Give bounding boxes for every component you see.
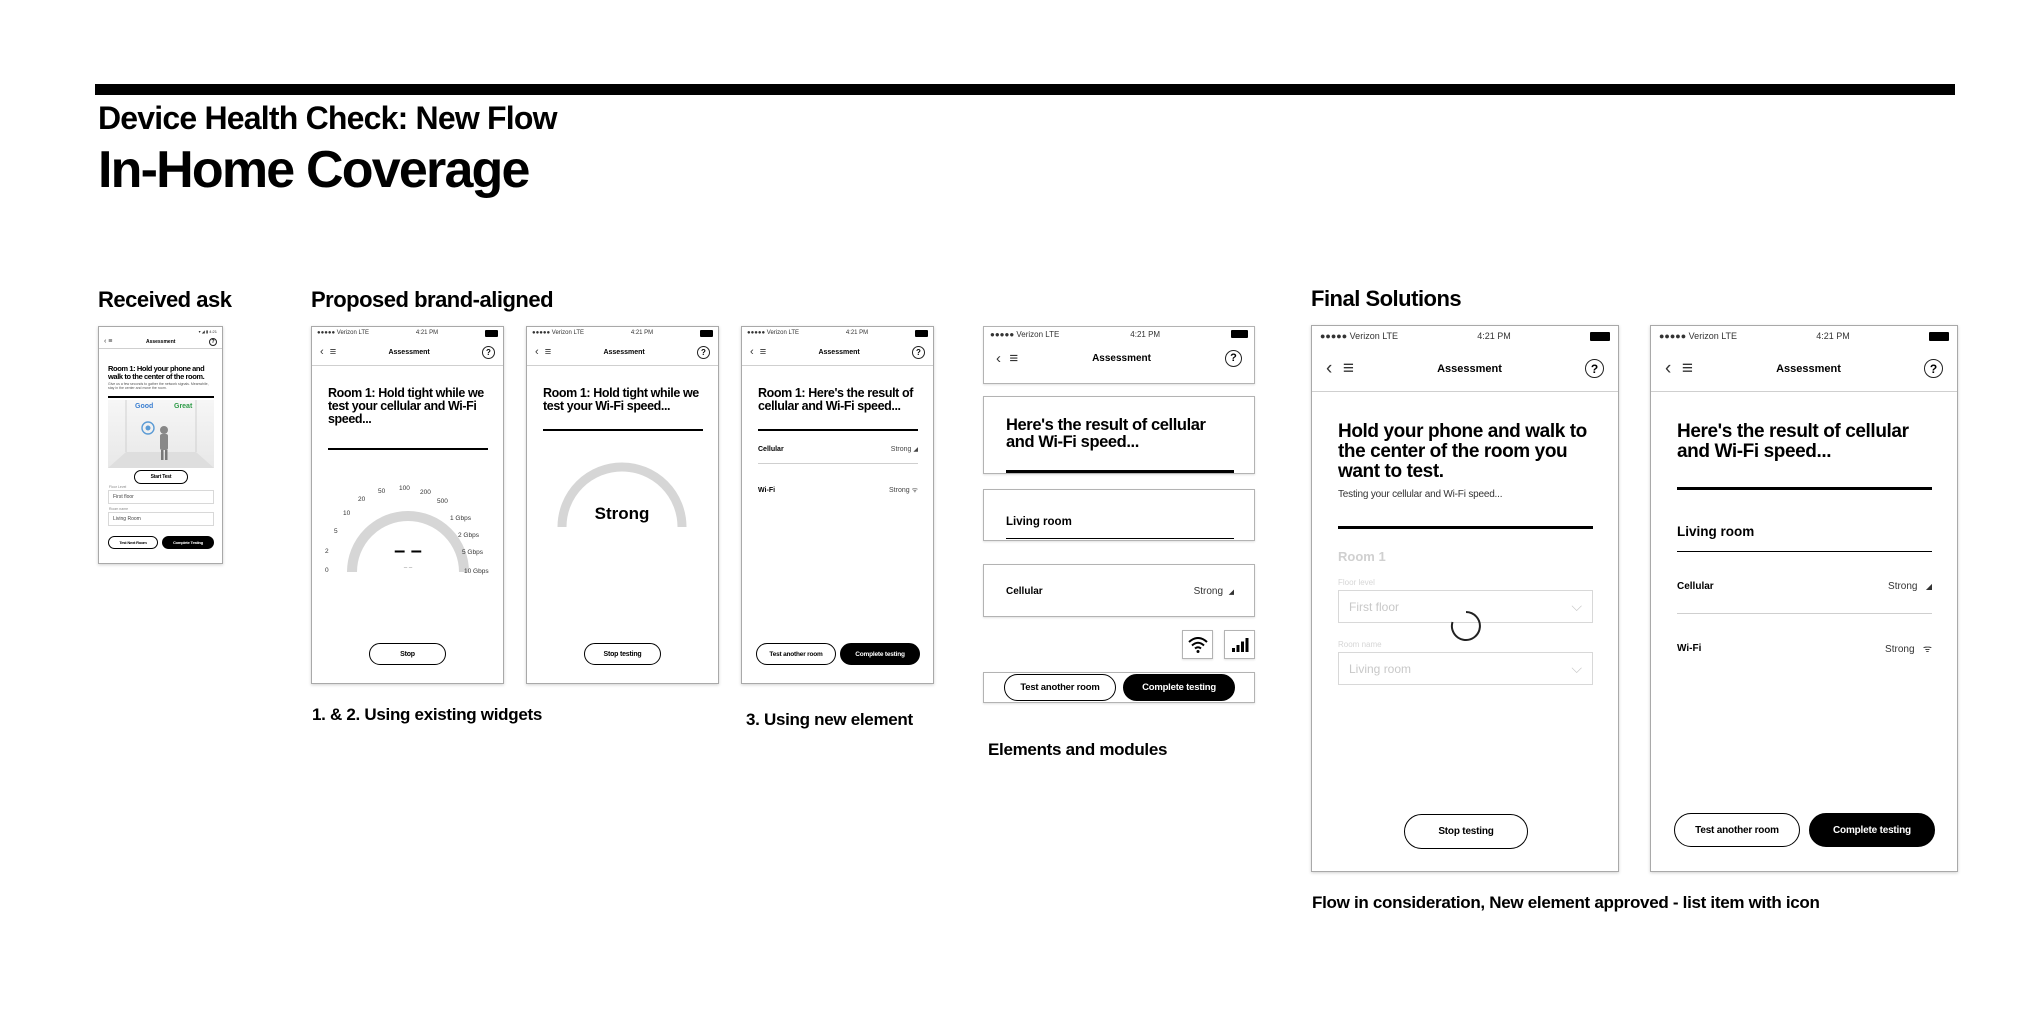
test-another-room-button[interactable]: Test another room bbox=[1004, 674, 1116, 701]
module-room-label: Living room bbox=[983, 489, 1255, 541]
gauge-reading: – – bbox=[394, 540, 422, 562]
gauge-label: 2 Gbps bbox=[458, 532, 479, 539]
gauge-reading-sub: – – bbox=[403, 565, 413, 571]
status-bar: ▾ ◢ ▮ 4:21 bbox=[198, 328, 217, 334]
status-bar: ●●●●● Verizon LTE 4:21 PM bbox=[1651, 326, 1957, 346]
proposed3-title: Room 1: Here's the result of cellular and Wi-Fi speed... bbox=[758, 386, 913, 414]
complete-testing-button[interactable]: Complete Testing bbox=[162, 536, 214, 549]
wifi-icon bbox=[1182, 630, 1213, 659]
stop-button[interactable]: Stop bbox=[369, 643, 446, 665]
received-title: Room 1: Hold your phone and walk to the center of the room. bbox=[108, 364, 205, 381]
proposed2-title: Room 1: Hold tight while we test your Wi-Fi speed... bbox=[543, 386, 699, 414]
back-menu-icons[interactable]: ‹ ≡ bbox=[1326, 357, 1354, 379]
status-bar: ●●●●● Verizon LTE 4:21 PM bbox=[1312, 326, 1618, 346]
test-another-room-button[interactable]: Test another room bbox=[1674, 813, 1800, 847]
phone-proposed-1 bbox=[311, 326, 504, 684]
cellular-signal-icon: ◢ bbox=[1925, 581, 1932, 591]
floor-level-select[interactable]: First floor ⌵ bbox=[1338, 590, 1593, 623]
complete-testing-button[interactable]: Complete testing bbox=[840, 643, 920, 665]
room-name-select[interactable]: Living room ⌵ bbox=[1338, 652, 1593, 685]
list-item-wifi: Wi-Fi Strong ᯤ bbox=[1677, 642, 1932, 655]
stop-testing-button[interactable]: Stop testing bbox=[584, 643, 661, 665]
help-icon[interactable]: ? bbox=[697, 346, 710, 359]
gauge-value: Strong bbox=[594, 504, 650, 523]
result-row-cellular: Cellular Strong ◢ bbox=[758, 445, 918, 453]
phone-proposed-3 bbox=[741, 326, 934, 684]
back-menu-icons[interactable]: ‹ ≡ bbox=[1665, 357, 1693, 379]
cellular-signal-icon bbox=[1224, 630, 1255, 659]
test-next-room-button[interactable]: Test Next Room bbox=[108, 536, 158, 549]
nav-title: Assessment bbox=[388, 348, 430, 356]
module-result-title: Here's the result of cellular and Wi-Fi speed... bbox=[983, 396, 1255, 474]
help-icon[interactable]: ? bbox=[1585, 359, 1604, 378]
gauge-label: 20 bbox=[358, 496, 366, 503]
complete-testing-button[interactable]: Complete testing bbox=[1809, 813, 1935, 847]
start-test-button[interactable]: Start Test bbox=[134, 470, 188, 484]
result-row-wifi: Wi-Fi Strong ᯤ bbox=[758, 486, 918, 494]
status-bar: ●●●●● Verizon LTE 4:21 PM bbox=[742, 327, 933, 339]
nav-title: Assessment bbox=[1776, 362, 1841, 375]
back-menu-icons[interactable]: ‹ ≡ bbox=[320, 346, 337, 358]
nav-bar bbox=[742, 339, 933, 366]
gauge-label: 10 bbox=[343, 510, 351, 517]
gauge-label: 10 Gbps bbox=[464, 568, 489, 575]
caption-new-element: 3. Using new element bbox=[746, 710, 913, 729]
nav-bar bbox=[312, 339, 503, 366]
status-bar: ●●●●● Verizon LTE 4:21 PM bbox=[312, 327, 503, 339]
caption-widgets: 1. & 2. Using existing widgets bbox=[312, 705, 542, 724]
final2-room: Living room bbox=[1677, 524, 1755, 539]
chevron-down-icon: ⌵ bbox=[1571, 598, 1582, 614]
proposed1-title: Room 1: Hold tight while we test your cellular and Wi-Fi speed... bbox=[328, 386, 484, 427]
caption-final: Flow in consideration, New element approved - list item with icon bbox=[1312, 893, 1820, 912]
module-button-pair bbox=[983, 672, 1255, 703]
nav-title: Assessment bbox=[1092, 352, 1151, 364]
received-body: Give us a few seconds to gather the network signals. Meanwhile, stay in the center and move the room. bbox=[108, 382, 209, 391]
phone-final-1: ●●●●● Verizon LTE 4:21 PM ‹ ≡ Assessment ? Hold your phone and walk to the center of the room you want to test. Testing your cellular and Wi-Fi speed... Room 1 Floor level First floor ⌵ Room name Living room ⌵ Stop testing bbox=[1311, 325, 1619, 872]
nav-title: Assessment bbox=[1437, 362, 1502, 375]
nav-title: Assessment bbox=[818, 348, 860, 356]
wifi-icon: ᯤ bbox=[911, 486, 918, 494]
gauge-label: 2 bbox=[325, 548, 329, 555]
complete-testing-button[interactable]: Complete testing bbox=[1123, 674, 1235, 701]
gauge-label: 100 bbox=[399, 485, 410, 492]
nav-title: Assessment bbox=[145, 338, 176, 345]
final2-title: Here's the result of cellular and Wi-Fi speed... bbox=[1677, 421, 1909, 462]
page-supertitle: Device Health Check: New Flow bbox=[98, 100, 557, 136]
back-menu-icons[interactable]: ‹ ≡ bbox=[996, 349, 1019, 367]
phone-proposed-2 bbox=[526, 326, 719, 684]
nav-bar bbox=[1312, 346, 1618, 392]
test-another-room-button[interactable]: Test another room bbox=[756, 643, 836, 665]
floor-level-input[interactable]: First floor bbox=[108, 490, 214, 504]
nav-bar bbox=[1651, 346, 1957, 392]
help-icon[interactable]: ? bbox=[1225, 350, 1242, 367]
gauge-label: 200 bbox=[420, 489, 431, 496]
final1-room-heading: Room 1 bbox=[1338, 549, 1386, 564]
back-menu-icons[interactable]: ‹ ≡ bbox=[535, 346, 552, 358]
gauge-label: 1 Gbps bbox=[450, 515, 471, 522]
final1-subtitle: Testing your cellular and Wi-Fi speed... bbox=[1338, 489, 1503, 500]
signal-great-label: Great bbox=[174, 403, 193, 410]
status-bar: ●●●●● Verizon LTE 4:21 PM bbox=[527, 327, 718, 339]
gauge-label: 5 Gbps bbox=[462, 549, 483, 556]
status-bar: ●●●●● Verizon LTE 4:21 PM bbox=[984, 327, 1254, 341]
nav-bar bbox=[99, 335, 222, 349]
loading-spinner-icon bbox=[1449, 609, 1483, 643]
nav-bar bbox=[984, 341, 1254, 375]
gauge-label: 5 bbox=[334, 528, 338, 535]
help-icon[interactable]: ? bbox=[482, 346, 495, 359]
nav-bar bbox=[527, 339, 718, 366]
cellular-signal-icon: ◢ bbox=[913, 446, 918, 453]
back-menu-icons[interactable]: ‹ ≡ bbox=[750, 346, 767, 358]
back-menu-icons[interactable]: ‹ ≡ bbox=[104, 338, 113, 345]
list-item-cellular: Cellular Strong ◢ bbox=[1677, 580, 1932, 592]
nav-title: Assessment bbox=[603, 348, 645, 356]
header-rule bbox=[95, 84, 1955, 95]
gauge-label: 0 bbox=[325, 567, 329, 574]
signal-good-label: Good bbox=[135, 403, 154, 410]
chevron-down-icon: ⌵ bbox=[1571, 660, 1582, 676]
caption-elements: Elements and modules bbox=[988, 740, 1168, 759]
gauge-label: 50 bbox=[378, 488, 386, 495]
section-proposed-heading: Proposed brand-aligned bbox=[311, 287, 554, 312]
stop-testing-button[interactable]: Stop testing bbox=[1404, 814, 1528, 849]
strength-gauge bbox=[527, 449, 717, 529]
module-status-nav bbox=[983, 326, 1255, 384]
final1-title: Hold your phone and walk to the center of the room you want to test. bbox=[1338, 421, 1587, 482]
cellular-signal-icon: ◢ bbox=[1228, 588, 1234, 596]
phone-final-2 bbox=[1650, 325, 1958, 872]
phone-received-ask: ▾ ◢ ▮ 4:21 ‹ ≡ Assessment ? Room 1: Hold your phone and walk to the center of the room. Give us a few seconds to gather the network signals. Meanwhile, stay in the center and move the room. Good Great Start Test Floor Level First floor Room name Living Room Test Next Room Complete Testing bbox=[98, 326, 223, 564]
speed-gauge bbox=[312, 457, 502, 577]
gauge-label: 500 bbox=[437, 498, 448, 505]
help-icon[interactable]: ? bbox=[1924, 359, 1943, 378]
list-item-cellular: Cellular Strong ◢ bbox=[1006, 585, 1234, 597]
room-illustration bbox=[108, 400, 214, 468]
wifi-icon: ᯤ bbox=[1922, 644, 1932, 655]
module-list-item bbox=[983, 564, 1255, 617]
help-icon[interactable]: ? bbox=[209, 338, 217, 346]
page-title: In-Home Coverage bbox=[98, 141, 529, 199]
help-icon[interactable]: ? bbox=[912, 346, 925, 359]
room-name-input[interactable]: Living Room bbox=[108, 512, 214, 526]
section-final-heading: Final Solutions bbox=[1311, 286, 1462, 311]
section-received-heading: Received ask bbox=[98, 287, 232, 312]
